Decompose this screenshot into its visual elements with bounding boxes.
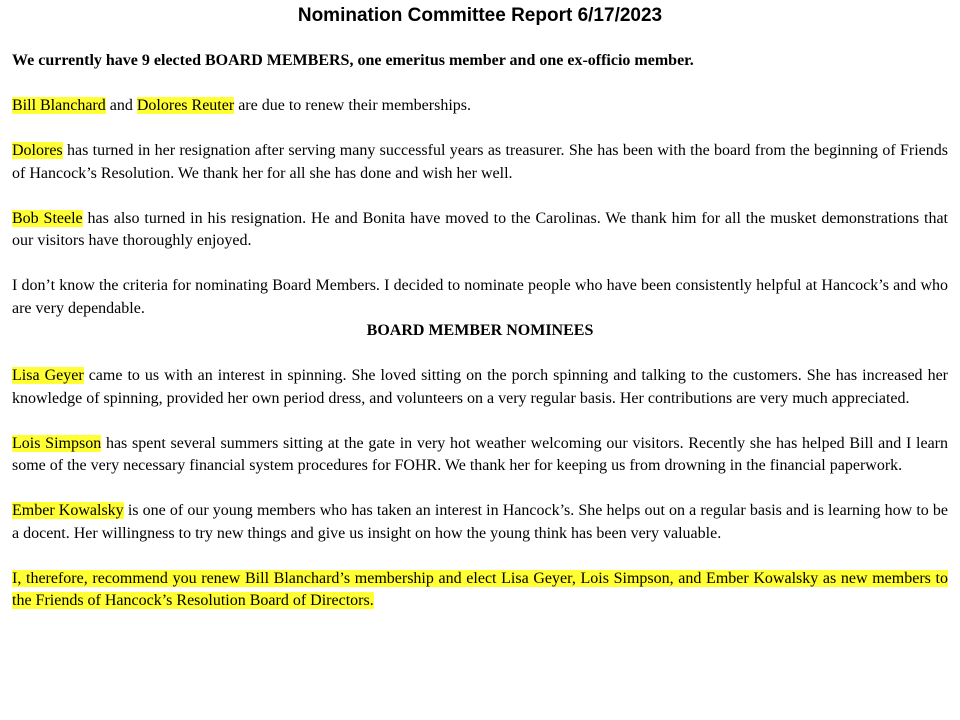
- dolores-text: has turned in her resignation after serving many successful years as treasurer. She has been with the board from the beginning of Friends of Hancock’s Resolution. We thank her for all she has done and wish her well.: [12, 142, 949, 182]
- nominee-text: has spent several summers sitting at the gate in very hot weather welcoming our visitors. Recently she has helped Bill and I learn some of the very necessary financial system procedures for FOHR. We thank her for keeping us from drowning in the financial paperwork.: [12, 434, 949, 474]
- bob-name: Bob Steele: [12, 209, 83, 227]
- nominee-name: Ember Kowalsky: [12, 502, 124, 519]
- nominee-text: is one of our young members who has taken an interest in Hancock’s. She helps out on a regular basis and is learning how to be a docent. Her willingness to try new things and give us insight on how the young think has been very valuable.: [12, 502, 949, 542]
- nominee-paragraph: [12, 433, 948, 478]
- nominee-paragraph: [12, 365, 948, 410]
- dolores-name: Dolores: [12, 142, 63, 159]
- recommendation-text: I, therefore, recommend you renew Bill Blanchard’s membership and elect Lisa Geyer, Lois Simpson, and Ember Kowalsky as new members to the Friends of Hancock’s Resolution Board of Directors.: [12, 569, 948, 609]
- recommendation-paragraph: [12, 568, 948, 613]
- renewal-text: are due to renew their memberships.: [238, 97, 471, 114]
- report-title: Nomination Committee Report 6/17/2023: [297, 5, 663, 26]
- renewal-name-2: Dolores Reuter: [136, 97, 235, 114]
- nominee-paragraph: [12, 500, 948, 545]
- criteria-paragraph: I don’t know the criteria for nominating Board Members. I decided to nominate people who have been consistently helpful at Hancock’s and who are very dependable.: [12, 277, 948, 317]
- bob-text: has also turned in his resignation. He and Bonita have moved to the Carolinas. We thank him for all the musket demonstrations that our visitors have thoroughly enjoyed.: [12, 209, 948, 249]
- dolores-paragraph: [12, 140, 948, 185]
- nominee-text: came to us with an interest in spinning. She loved sitting on the porch spinning and talking to the customers. She has increased her knowledge of spinning, provided her own period dress, and volunteers on a very regular basis. Her contributions are very much appreciated.: [12, 367, 949, 407]
- renewal-connector: and: [109, 97, 133, 114]
- report-body: [12, 50, 948, 635]
- nominee-name: Lisa Geyer: [12, 367, 84, 384]
- renewal-name-1: Bill Blanchard: [12, 97, 106, 114]
- intro-paragraph: We currently have 9 elected BOARD MEMBERS, one emeritus member and one ex-officio member.: [12, 52, 694, 69]
- bob-paragraph: [12, 208, 948, 253]
- nominee-name: Lois Simpson: [12, 434, 102, 452]
- renewal-paragraph: [12, 95, 948, 118]
- nominees-heading: BOARD MEMBER NOMINEES: [366, 322, 594, 339]
